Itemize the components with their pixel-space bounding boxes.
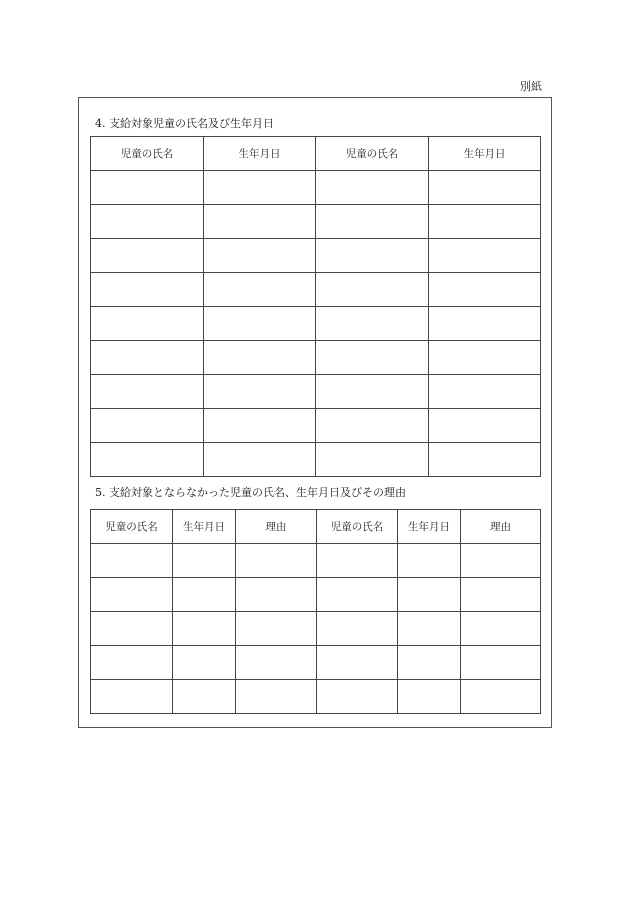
entry-cell[interactable] bbox=[91, 443, 204, 477]
entry-cell[interactable] bbox=[398, 680, 461, 714]
table-row bbox=[91, 205, 541, 239]
table-row bbox=[91, 544, 541, 578]
table-row bbox=[91, 375, 541, 409]
entry-cell[interactable] bbox=[91, 646, 173, 680]
entry-cell[interactable] bbox=[91, 171, 204, 205]
entry-cell[interactable] bbox=[461, 646, 541, 680]
entry-cell[interactable] bbox=[461, 680, 541, 714]
table-row bbox=[91, 646, 541, 680]
header-reason: 理由 bbox=[461, 510, 541, 544]
table-row bbox=[91, 612, 541, 646]
entry-cell[interactable] bbox=[91, 680, 173, 714]
entry-cell[interactable] bbox=[91, 612, 173, 646]
entry-cell[interactable] bbox=[316, 171, 429, 205]
entry-cell[interactable] bbox=[91, 544, 173, 578]
entry-cell[interactable] bbox=[236, 544, 317, 578]
table-row bbox=[91, 680, 541, 714]
entry-cell[interactable] bbox=[398, 646, 461, 680]
entry-cell[interactable] bbox=[316, 409, 429, 443]
entry-cell[interactable] bbox=[204, 273, 316, 307]
header-birth-date: 生年月日 bbox=[173, 510, 236, 544]
entry-cell[interactable] bbox=[429, 171, 541, 205]
entry-cell[interactable] bbox=[316, 205, 429, 239]
entry-cell[interactable] bbox=[204, 443, 316, 477]
entry-cell[interactable] bbox=[204, 307, 316, 341]
entry-cell[interactable] bbox=[317, 612, 398, 646]
entry-cell[interactable] bbox=[91, 375, 204, 409]
table-row bbox=[91, 171, 541, 205]
entry-cell[interactable] bbox=[429, 443, 541, 477]
entry-cell[interactable] bbox=[204, 205, 316, 239]
eligible-children-table bbox=[90, 136, 541, 477]
section-5-heading: 5. 支給対象とならなかった児童の氏名、生年月日及びその理由 bbox=[95, 486, 406, 499]
entry-cell[interactable] bbox=[173, 612, 236, 646]
header-birth-date: 生年月日 bbox=[429, 137, 541, 171]
entry-cell[interactable] bbox=[204, 409, 316, 443]
header-child-name: 児童の氏名 bbox=[91, 510, 173, 544]
table-row bbox=[91, 239, 541, 273]
entry-cell[interactable] bbox=[173, 680, 236, 714]
table-row bbox=[91, 443, 541, 477]
header-child-name: 児童の氏名 bbox=[317, 510, 398, 544]
entry-cell[interactable] bbox=[316, 375, 429, 409]
entry-cell[interactable] bbox=[317, 544, 398, 578]
entry-cell[interactable] bbox=[236, 646, 317, 680]
entry-cell[interactable] bbox=[317, 646, 398, 680]
entry-cell[interactable] bbox=[317, 578, 398, 612]
table-header-row bbox=[91, 510, 541, 544]
entry-cell[interactable] bbox=[91, 307, 204, 341]
entry-cell[interactable] bbox=[173, 578, 236, 612]
entry-cell[interactable] bbox=[398, 612, 461, 646]
entry-cell[interactable] bbox=[91, 341, 204, 375]
table-row bbox=[91, 578, 541, 612]
entry-cell[interactable] bbox=[398, 544, 461, 578]
entry-cell[interactable] bbox=[91, 205, 204, 239]
entry-cell[interactable] bbox=[316, 307, 429, 341]
entry-cell[interactable] bbox=[316, 273, 429, 307]
entry-cell[interactable] bbox=[236, 578, 317, 612]
header-birth-date: 生年月日 bbox=[204, 137, 316, 171]
entry-cell[interactable] bbox=[173, 544, 236, 578]
entry-cell[interactable] bbox=[91, 409, 204, 443]
entry-cell[interactable] bbox=[429, 205, 541, 239]
entry-cell[interactable] bbox=[236, 612, 317, 646]
attachment-label: 別紙 bbox=[520, 80, 542, 93]
header-reason: 理由 bbox=[236, 510, 317, 544]
entry-cell[interactable] bbox=[236, 680, 317, 714]
entry-cell[interactable] bbox=[91, 578, 173, 612]
entry-cell[interactable] bbox=[204, 239, 316, 273]
header-child-name: 児童の氏名 bbox=[91, 137, 204, 171]
section-4-heading: 4. 支給対象児童の氏名及び生年月日 bbox=[95, 117, 274, 130]
table-row bbox=[91, 307, 541, 341]
entry-cell[interactable] bbox=[173, 646, 236, 680]
entry-cell[interactable] bbox=[461, 544, 541, 578]
entry-cell[interactable] bbox=[398, 578, 461, 612]
header-birth-date: 生年月日 bbox=[398, 510, 461, 544]
table-row bbox=[91, 273, 541, 307]
entry-cell[interactable] bbox=[429, 375, 541, 409]
ineligible-children-table bbox=[90, 509, 541, 714]
entry-cell[interactable] bbox=[204, 375, 316, 409]
entry-cell[interactable] bbox=[316, 443, 429, 477]
entry-cell[interactable] bbox=[317, 680, 398, 714]
table-row bbox=[91, 409, 541, 443]
entry-cell[interactable] bbox=[204, 171, 316, 205]
entry-cell[interactable] bbox=[461, 612, 541, 646]
entry-cell[interactable] bbox=[91, 273, 204, 307]
table-row bbox=[91, 341, 541, 375]
entry-cell[interactable] bbox=[461, 578, 541, 612]
entry-cell[interactable] bbox=[429, 273, 541, 307]
entry-cell[interactable] bbox=[91, 239, 204, 273]
entry-cell[interactable] bbox=[429, 307, 541, 341]
entry-cell[interactable] bbox=[316, 341, 429, 375]
entry-cell[interactable] bbox=[316, 239, 429, 273]
header-child-name: 児童の氏名 bbox=[316, 137, 429, 171]
entry-cell[interactable] bbox=[204, 341, 316, 375]
table-header-row bbox=[91, 137, 541, 171]
entry-cell[interactable] bbox=[429, 341, 541, 375]
entry-cell[interactable] bbox=[429, 409, 541, 443]
entry-cell[interactable] bbox=[429, 239, 541, 273]
